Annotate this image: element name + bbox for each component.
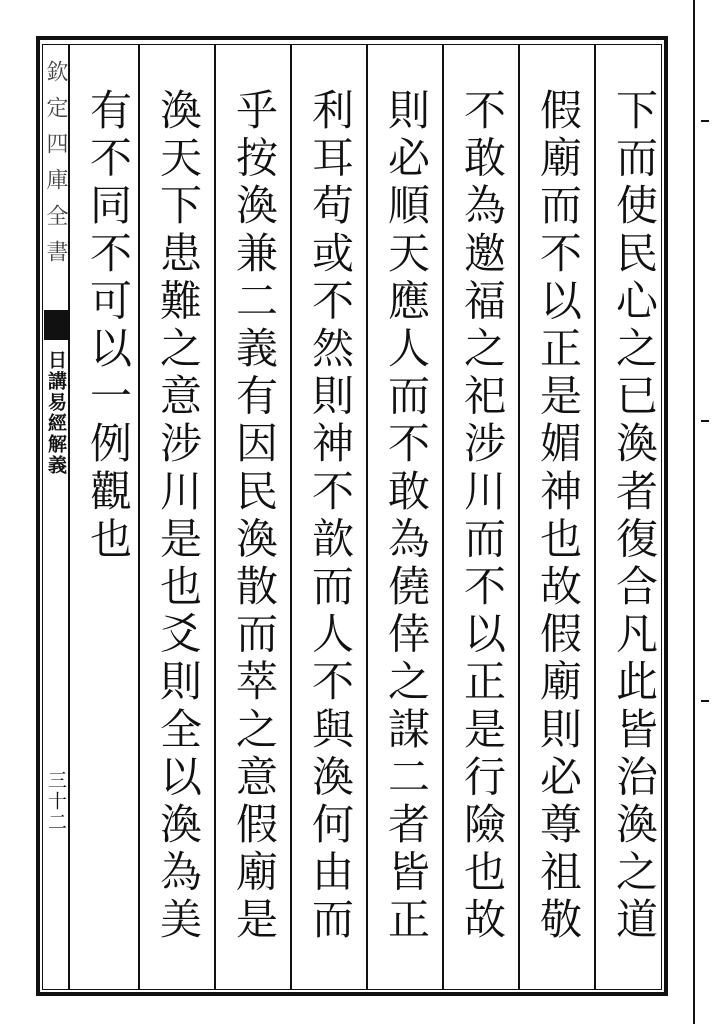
binding-edge	[693, 0, 715, 1024]
text-column-2: 假廟而不以正是媚神也故假廟則必尊祖敬	[534, 88, 583, 945]
text-column-1: 下而使民心之已渙者復合凡此皆治渙之道	[610, 88, 659, 945]
edge-notch	[701, 420, 709, 422]
text-column-7: 渙天下患難之意涉川是也爻則全以渙為美	[154, 88, 203, 945]
text-column-5: 利耳苟或不然則神不歆而人不與渙何由而	[306, 88, 355, 945]
text-column-4: 則必順天應人而不敢為僥倖之謀二者皆正	[382, 88, 431, 945]
text-column-3: 不敢為邀福之祀涉川而不以正是行險也故	[458, 88, 507, 945]
fishtail-mark	[44, 310, 68, 340]
margin-collection-title: 欽定四庫全書	[43, 60, 68, 276]
margin-page-number: 三十二	[45, 770, 67, 833]
edge-notch	[701, 700, 709, 702]
text-column-6: 乎按渙兼二義有因民渙散而萃之意假廟是	[230, 88, 279, 945]
margin-strip	[42, 60, 68, 980]
margin-book-title: 日講易經解義	[45, 350, 67, 476]
text-column-8: 有不同不可以一例觀也	[84, 88, 133, 564]
edge-notch	[701, 120, 709, 122]
